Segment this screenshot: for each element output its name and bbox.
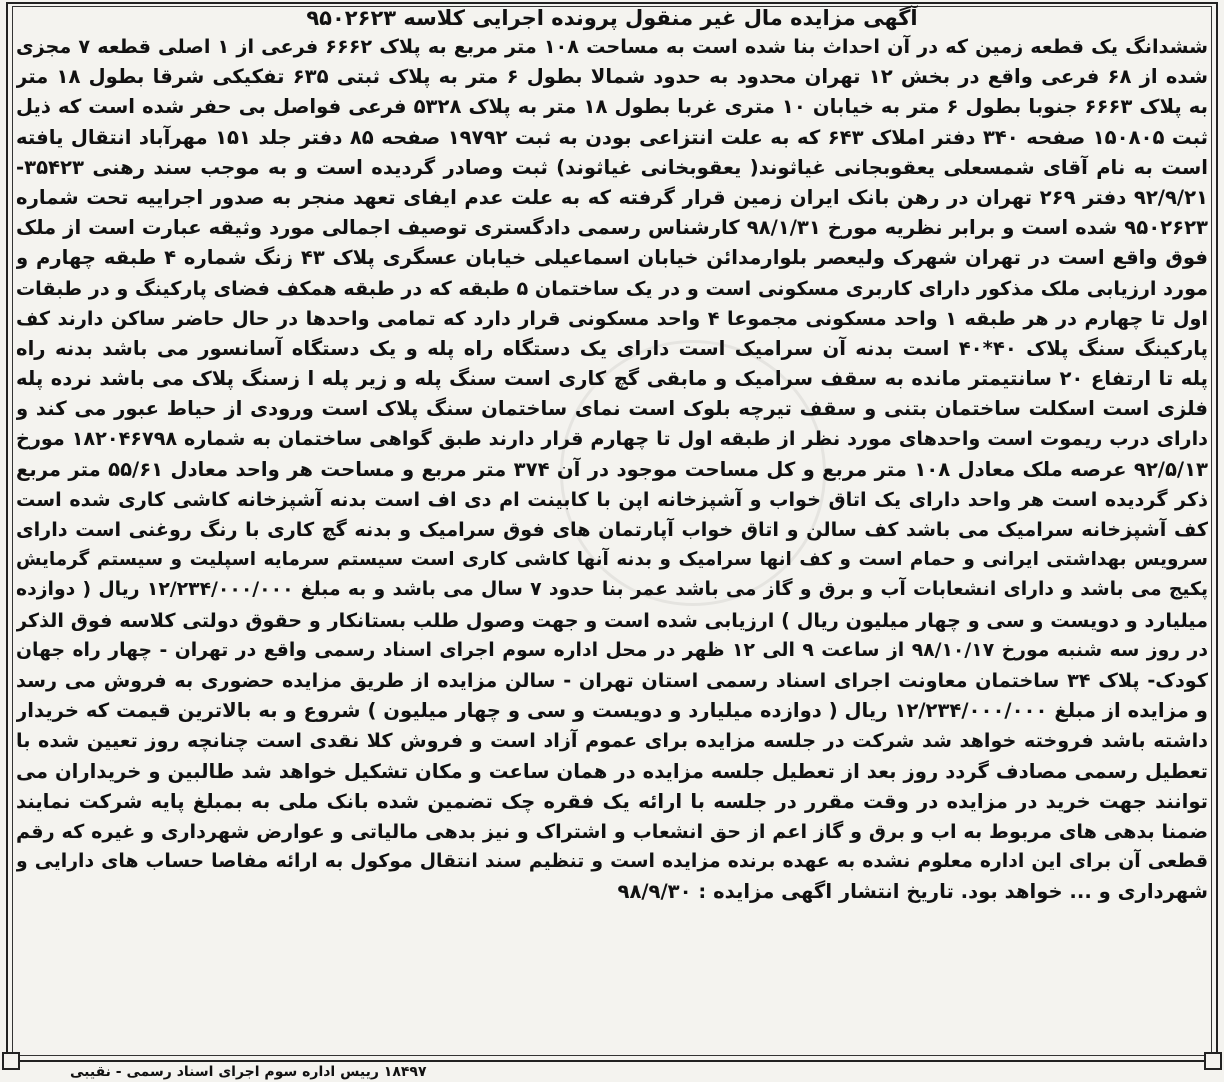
notice-body-line: شهرداری و ... خواهد بود. تاریخ انتشار اگهی مزایده : ۹۸/۹/۳۰: [617, 880, 1208, 904]
notice-body-line: پارکینگ سنگ پلاک ۴۰*۴۰ است بدنه آن سرامیک است دارای یک دستگاه راه پله و یک دستگاه آسانسور می باشد بدنه راه: [16, 336, 1208, 360]
notice-body-line: فوق واقع است در تهران شهرک ولیعصر بلوارمدائن خیابان اسماعیلی خیابان عسگری پلاک ۴۳ زنگ شماره ۴ طبقه چهارم و: [16, 246, 1208, 270]
notice-body-line: ثبت ۱۵۰۸۰۵ صفحه ۳۴۰ دفتر املاک ۶۴۳ که به علت انتزاعی بودن به ثبت ۱۹۷۹۲ صفحه ۸۵ دفتر جلد ۱۵۱ مهرآباد انتقال یافته: [16, 125, 1208, 149]
notice-body-line: تعطیل رسمی مصادف گردد روز بعد از تعطیل جلسه مزایده در همان ساعت و مکان تشکیل خواهد شد طالبین و خریداران می: [16, 759, 1208, 783]
notice-body-line: ۹۵۰۲۶۲۳ شده است و برابر نظریه مورخ ۹۸/۱/۳۱ کارشناس رسمی دادگستری توصیف اجمالی مورد وثیقه عبارت است از ملک: [16, 216, 1208, 240]
notice-body-line: میلیارد و دویست و سی و چهار میلیون ریال ) ارزیابی شده است و جهت وصول طلب بستانکار و حقوق دولتی کلاسه فوق الذکر: [16, 608, 1208, 632]
notice-title: آگهی مزایده مال غیر منقول پرونده اجرایی کلاسه ۹۵۰۲۶۲۳: [306, 6, 918, 30]
notice-body-line: کودک- پلاک ۳۴ ساختمان معاونت اجرای اسناد رسمی استان تهران - سالن مزایده از طریق مزایده حضوری به فروش می رسد: [16, 668, 1208, 692]
corner-ornament-right: [1204, 1052, 1222, 1070]
notice-body-line: ۹۲/۹/۲۱ دفتر ۲۶۹ تهران در رهن بانک ایران زمین قرار گرفته که به علت عدم ایفای تعهد منجر به صدور اجراییه تحت شماره: [16, 185, 1208, 209]
corner-ornament-left: [2, 1052, 20, 1070]
notice-content: [16, 4, 1208, 1052]
notice-footer: [30, 1060, 1194, 1080]
signature-line: ۱۸۴۹۷ رییس اداره سوم اجرای اسناد رسمی - نقیبی: [70, 1064, 427, 1080]
notice-body-line: ۹۲/۵/۱۳ عرصه ملک معادل ۱۰۸ متر مربع و کل مساحت موجود در آن ۳۷۴ متر مربع و مساحت هر واحد معادل ۵۵/۶۱ متر مربع: [16, 457, 1208, 481]
notice-body-line: کف آشپزخانه سرامیک می باشد کف سالن و اتاق خواب آپارتمان های فوق سرامیک و بدنه گچ کاری با رنگ روغنی است دارای: [16, 518, 1208, 541]
notice-body-line: قطعی آن برای این اداره معلوم نشده به عهده برنده مزایده است و تنظیم سند انتقال موکول به ارائه مفاصا حساب های دارایی و: [16, 851, 1208, 873]
notice-body-line: پکیج می باشد و دارای انشعابات آب و برق و گاز می باشد عمر بنا حدود ۷ سال می باشد و به مبلغ ۱۲/۲۳۴/۰۰۰/۰۰۰ ریال ( دوازده: [16, 579, 1208, 601]
notice-body-line: مورد ارزیابی ملک مذکور دارای کاربری مسکونی است و در یک ساختمان ۵ طبقه که در طبقه همکف فضای پارکینگ و در طبقات: [16, 276, 1208, 300]
notice-body: [16, 32, 1208, 907]
notice-body-line: دارای درب ریموت است واحدهای مورد نظر از طبقه اول تا چهارم قرار دارند طبق گواهی ساختمان به شماره ۱۸۲۰۴۶۷۹۸ مورخ: [16, 427, 1208, 451]
notice-body-line: فلزی است اسکلت ساختمان بتنی و سقف تیرچه بلوک است نمای ساختمان سنگ پلاک است ورودی از حیاط عبور می کند و: [16, 397, 1208, 421]
notice-body-line: پله تا ارتفاع ۲۰ سانتیمتر مانده به سقف سرامیک و مابقی گچ کاری است سنگ پله و زیر پله ا زسنگ پلاک می باشد نرده پله: [16, 367, 1208, 391]
notice-body-line: ذکر گردیده است هر واحد دارای یک اتاق خواب و آشپزخانه اپن با کابینت ام دی اف است بدنه آشپزخانه کاشی کاری شده است: [16, 487, 1208, 511]
notice-body-line: در روز سه شنبه مورخ ۹۸/۱۰/۱۷ از ساعت ۹ الی ۱۲ ظهر در محل اداره سوم اجرای اسناد رسمی واقع در تهران - چهار راه جهان: [16, 639, 1208, 661]
notice-body-line: داشته باشد فروخته خواهد شد شرکت در جلسه مزایده برای عموم آزاد است و فروش کلا نقدی است چنانچه روز تعیین شده با: [16, 729, 1208, 753]
notice-body-line: ضمنا بدهی های مربوط به اب و برق و گاز اعم از حق انشعاب و اشتراک و نیز بدهی مالیاتی و عوارض شهرداری و غیره که رقم: [16, 819, 1208, 843]
notice-body-line: ششدانگ یک قطعه زمین که در آن احداث بنا شده است به مساحت ۱۰۸ متر مربع به پلاک ۶۶۶۲ فرعی از ۱ اصلی قطعه ۷ مجزی: [16, 35, 1208, 58]
notice-body-line: است به نام آقای شمسعلی یعقوبجانی غیاثوند( یعقوبخانی غیاثوند) ثبت وصادر گردیده است و به موجب سند رهنی ۳۵۴۲۳-: [16, 155, 1208, 179]
notice-body-line: شده از ۶۸ فرعی واقع در بخش ۱۲ تهران محدود به حدود شمالا بطول ۶ متر به پلاک ثبتی ۶۳۵ تفکیکی شرقا بطول ۱۸ متر: [16, 65, 1208, 89]
notice-body-line: توانند جهت خرید در مزایده در وقت مقرر در جلسه با ارائه یک فقره چک تضمین شده بانک ملی به بمبلغ پایه شرکت نمایند: [16, 789, 1208, 813]
notice-body-line: و مزایده از مبلغ ۱۲/۲۳۴/۰۰۰/۰۰۰ ریال ( دوازده میلیارد و دویست و سی و چهار میلیون ) شروع و به بالاترین قیمت که خریدار: [16, 699, 1208, 723]
notice-body-line: اول تا چهارم در هر طبقه ۱ واحد مسکونی مجموعا ۴ واحد مسکونی قرار دارد که تمامی واحدها در حال حاضر ساکن دارند کف: [16, 306, 1208, 330]
notice-body-line: به پلاک ۶۶۶۳ جنوبا بطول ۶ متر به خیابان ۱۰ متری غربا بطول ۱۸ متر به پلاک ۵۳۲۸ فرعی فواصل بی حفر شده است که ذیل: [16, 95, 1208, 119]
notice-body-line: سرویس بهداشتی ایرانی و حمام است و کف انها سرامیک و بدنه آنها کاشی کاری است سیستم سرمایه اسپلیت و سیستم گرمایش: [16, 549, 1208, 571]
